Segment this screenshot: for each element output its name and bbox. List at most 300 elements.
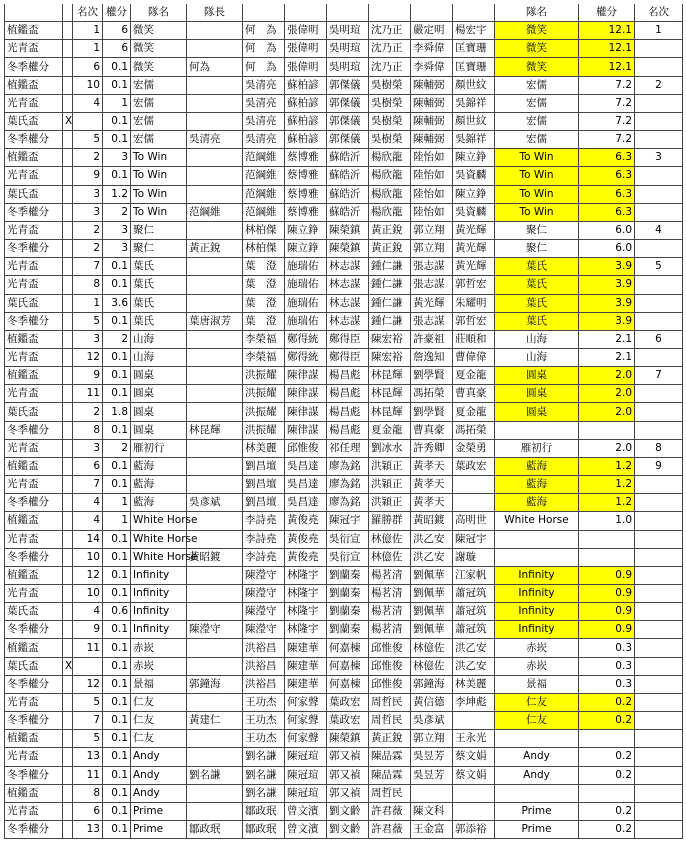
points-cell: 2 [103,439,131,457]
table-row [5,348,683,366]
member-cell: 蔡博雅 [285,149,327,167]
member-cell: 吳清亮 [243,94,285,112]
captain-cell [187,185,243,203]
team-cell: 仁友 [131,712,187,730]
member-cell: 黃光輝 [453,221,495,239]
result-points-cell: 0.9 [579,585,635,603]
member-cell: 林美麗 [243,439,285,457]
member-cell: 黃光輝 [453,240,495,258]
team-cell: 宏儒 [131,112,187,130]
result-team-cell: 圓桌 [495,385,579,403]
captain-cell: 林昆輝 [187,421,243,439]
table-row [5,639,683,657]
rank-cell [635,294,683,312]
member-cell: 陳律謀 [285,385,327,403]
absent-mark-cell [63,712,73,730]
member-cell: 林隆宇 [285,621,327,639]
result-points-cell: 2.0 [579,367,635,385]
cup-cell: 冬季權分 [5,766,63,784]
team-cell: Andy [131,766,187,784]
place-cell: 13 [73,821,103,839]
result-team-cell: Infinity [495,603,579,621]
team-cell: 圓桌 [131,421,187,439]
cup-cell: 葉氏盃 [5,603,63,621]
place-cell [73,657,103,675]
absent-mark-cell: X [63,112,73,130]
member-cell: 陳立錚 [285,240,327,258]
table-row [5,221,683,239]
member-cell: 蘇皓沂 [327,167,369,185]
member-cell: 陳輔弼 [411,131,453,149]
member-cell: 吳明瑄 [327,22,369,40]
points-cell: 3 [103,240,131,258]
points-cell: 1.8 [103,403,131,421]
place-cell: 5 [73,131,103,149]
result-points-cell: 12.1 [579,40,635,58]
table-row [5,112,683,130]
rank-cell [635,131,683,149]
result-team-cell: 葉氏 [495,276,579,294]
captain-cell [187,603,243,621]
result-points-cell: 0.2 [579,712,635,730]
member-cell: 葉 澄 [243,294,285,312]
member-cell: 陳輔弼 [411,112,453,130]
member-cell [453,784,495,802]
place-cell: 4 [73,94,103,112]
captain-cell [187,94,243,112]
result-team-cell [495,730,579,748]
absent-mark-cell [63,603,73,621]
member-cell: 吳昌達 [285,457,327,475]
result-team-cell: 赤崁 [495,657,579,675]
rank-cell [635,476,683,494]
result-points-cell: 0.3 [579,657,635,675]
member-cell: 施瑞佑 [285,312,327,330]
place-cell: 1 [73,22,103,40]
member-cell: 陳瀅守 [243,585,285,603]
place-cell: 10 [73,548,103,566]
points-cell: 1 [103,512,131,530]
absent-mark-cell: X [63,657,73,675]
rank-cell [635,94,683,112]
ranking-table [4,4,683,839]
member-cell: 黃俊堯 [285,530,327,548]
member-cell: 洪裕昌 [243,639,285,657]
result-team-cell [495,530,579,548]
member-cell: 王功杰 [243,693,285,711]
result-team-cell: 圓桌 [495,403,579,421]
table-row [5,22,683,40]
place-cell: 10 [73,76,103,94]
member-cell: 吳衍宣 [327,530,369,548]
member-cell: 洪裕昌 [243,675,285,693]
result-team-cell: 葉氏 [495,312,579,330]
captain-cell [187,476,243,494]
rank-cell [635,40,683,58]
team-cell: 聚仁 [131,240,187,258]
table-row [5,530,683,548]
result-points-cell: 3.9 [579,276,635,294]
table-row [5,58,683,76]
cup-cell: 植鑑盃 [5,730,63,748]
captain-cell [187,294,243,312]
member-cell: 楊欣龍 [369,167,411,185]
member-cell: 張偉明 [285,22,327,40]
member-cell: 蔡文娟 [453,766,495,784]
member-cell: 鍾仁謙 [369,258,411,276]
member-cell: 施瑞佑 [285,258,327,276]
captain-cell [187,258,243,276]
member-cell: 洪穎正 [369,494,411,512]
cup-cell: 植鑑盃 [5,512,63,530]
rank-cell [635,821,683,839]
member-cell: 張志謀 [411,312,453,330]
table-row [5,693,683,711]
header-team: 隊名 [131,4,187,22]
result-team-cell [495,421,579,439]
member-cell: 金榮勇 [453,439,495,457]
place-cell: 8 [73,276,103,294]
member-cell: 郭傑儀 [327,76,369,94]
member-cell: 蕭冠筑 [453,621,495,639]
result-team-cell: To Win [495,185,579,203]
cup-cell: 光青盃 [5,348,63,366]
member-cell: 葉政宏 [453,457,495,475]
member-cell: 楊茗清 [369,566,411,584]
result-team-cell: 宏儒 [495,131,579,149]
member-cell [453,712,495,730]
result-points-cell: 0.2 [579,748,635,766]
result-team-cell: 山海 [495,348,579,366]
result-points-cell: 7.2 [579,76,635,94]
points-cell: 0.1 [103,693,131,711]
member-cell: 何嘉棟 [327,639,369,657]
member-cell: 何 為 [243,22,285,40]
table-row [5,185,683,203]
member-cell: 匡寶珊 [453,58,495,76]
result-team-cell: To Win [495,149,579,167]
place-cell: 4 [73,603,103,621]
member-cell: 林志謀 [327,276,369,294]
rank-cell: 7 [635,367,683,385]
result-points-cell [579,530,635,548]
cup-cell: 冬季權分 [5,675,63,693]
absent-mark-cell [63,494,73,512]
header-result-team: 隊名 [495,4,579,22]
member-cell: 楊茗清 [369,585,411,603]
member-cell: 陳宏裕 [369,348,411,366]
result-points-cell: 0.2 [579,821,635,839]
member-cell: 鄭得臣 [327,330,369,348]
points-cell: 0.1 [103,566,131,584]
captain-cell [187,566,243,584]
points-cell: 0.1 [103,76,131,94]
member-cell: 李詩堯 [243,548,285,566]
member-cell: 施瑞佑 [285,294,327,312]
member-cell: 王金富 [411,821,453,839]
member-cell: 謝璇 [453,548,495,566]
table-row [5,421,683,439]
rank-cell: 2 [635,76,683,94]
table-row [5,476,683,494]
result-team-cell: 景福 [495,675,579,693]
team-cell: 葉氏 [131,294,187,312]
member-cell: 何嘉棟 [327,675,369,693]
member-cell: 楊欣龍 [369,203,411,221]
member-cell: 沈乃正 [369,58,411,76]
result-points-cell: 1.2 [579,494,635,512]
points-cell: 0.1 [103,730,131,748]
result-points-cell: 2.1 [579,330,635,348]
points-cell: 0.1 [103,639,131,657]
result-points-cell: 3.9 [579,258,635,276]
points-cell: 0.1 [103,348,131,366]
absent-mark-cell [63,512,73,530]
absent-mark-cell [63,621,73,639]
place-cell: 1 [73,294,103,312]
member-cell: 夏金龍 [369,421,411,439]
rank-cell [635,385,683,403]
member-cell: 吳昌達 [285,476,327,494]
member-cell: 嚴定明 [411,22,453,40]
absent-mark-cell [63,330,73,348]
member-cell: 鍾仁謙 [369,312,411,330]
captain-cell [187,385,243,403]
score-spreadsheet [4,4,682,839]
header-points: 權分 [103,4,131,22]
points-cell: 0.1 [103,385,131,403]
member-cell: 陳建華 [285,675,327,693]
place-cell: 12 [73,675,103,693]
absent-mark-cell [63,476,73,494]
captain-cell: 吳清亮 [187,131,243,149]
member-cell: 郭又禎 [327,766,369,784]
team-cell: To Win [131,185,187,203]
absent-mark-cell [63,403,73,421]
result-team-cell: 藍海 [495,457,579,475]
points-cell: 0.1 [103,585,131,603]
absent-mark-cell [63,312,73,330]
cup-cell: 光青盃 [5,221,63,239]
result-team-cell: 葉氏 [495,294,579,312]
member-cell: 吳清亮 [243,112,285,130]
member-cell: 楊欣龍 [369,185,411,203]
member-cell: 林隆宇 [285,603,327,621]
points-cell: 6 [103,40,131,58]
rank-cell [635,512,683,530]
absent-mark-cell [63,149,73,167]
table-row [5,748,683,766]
member-cell: 郭立翔 [411,730,453,748]
place-cell: 4 [73,512,103,530]
member-cell: 吳樹榮 [369,131,411,149]
place-cell: 5 [73,312,103,330]
cup-cell: 植鑑盃 [5,566,63,584]
cup-cell: 冬季權分 [5,240,63,258]
points-cell: 0.1 [103,748,131,766]
absent-mark-cell [63,367,73,385]
table-row [5,548,683,566]
member-cell: 吳資麟 [453,203,495,221]
member-cell: 劉佩華 [411,603,453,621]
captain-cell [187,730,243,748]
cup-cell: 植鑑盃 [5,330,63,348]
place-cell: 4 [73,494,103,512]
member-cell: 蔡博雅 [285,167,327,185]
place-cell: 11 [73,639,103,657]
table-row [5,167,683,185]
table-body [5,22,683,839]
team-cell: 仁友 [131,730,187,748]
cup-cell: 光青盃 [5,693,63,711]
member-cell: 詹逸知 [411,348,453,366]
member-cell: 陳輔弼 [411,76,453,94]
member-cell: 江家帆 [453,566,495,584]
place-cell [73,112,103,130]
team-cell: 葉氏 [131,312,187,330]
table-row [5,603,683,621]
member-cell: 楊昌彪 [327,403,369,421]
cup-cell: 光青盃 [5,748,63,766]
member-cell: 鄭得臣 [327,348,369,366]
member-cell: 施瑞佑 [285,276,327,294]
absent-mark-cell [63,439,73,457]
member-cell: 范綱維 [243,185,285,203]
points-cell: 0.1 [103,457,131,475]
member-cell: 陳立錚 [453,149,495,167]
member-cell: 林昆輝 [369,367,411,385]
member-cell: 陳品霖 [369,748,411,766]
place-cell: 1 [73,40,103,58]
points-cell: 0.1 [103,476,131,494]
cup-cell: 光青盃 [5,40,63,58]
team-cell: 圓桌 [131,385,187,403]
result-points-cell: 2.0 [579,385,635,403]
cup-cell: 植鑑盃 [5,784,63,802]
member-cell: 周哲民 [369,712,411,730]
points-cell: 0.1 [103,112,131,130]
member-cell: 顏世紋 [453,112,495,130]
result-points-cell: 1.0 [579,512,635,530]
absent-mark-cell [63,58,73,76]
team-cell: White Horse [131,548,187,566]
team-cell: 微笑 [131,40,187,58]
member-cell: 林志謀 [327,312,369,330]
member-cell: 何家聲 [285,730,327,748]
place-cell: 2 [73,240,103,258]
captain-cell [187,167,243,185]
captain-cell [187,76,243,94]
table-row [5,494,683,512]
place-cell: 2 [73,149,103,167]
place-cell: 7 [73,476,103,494]
captain-cell: 鄒政珉 [187,821,243,839]
table-row [5,457,683,475]
team-cell: 藍海 [131,457,187,475]
absent-mark-cell [63,385,73,403]
member-cell: 蘇皓沂 [327,185,369,203]
member-cell: 吳昱芳 [411,748,453,766]
place-cell: 14 [73,530,103,548]
points-cell: 0.1 [103,657,131,675]
captain-cell [187,802,243,820]
points-cell: 0.1 [103,421,131,439]
member-cell: 沈乃正 [369,40,411,58]
points-cell: 3.6 [103,294,131,312]
table-row [5,149,683,167]
team-cell: 葉氏 [131,258,187,276]
header-row [5,4,683,22]
member-cell: 楊茗清 [369,603,411,621]
member-cell: 劉昌壇 [243,457,285,475]
member-cell: 劉昌壇 [243,494,285,512]
points-cell: 0.1 [103,258,131,276]
captain-cell [187,348,243,366]
member-cell: 夏金龍 [453,403,495,421]
member-cell: 劉蘭秦 [327,621,369,639]
team-cell: Prime [131,821,187,839]
cup-cell: 冬季權分 [5,312,63,330]
result-points-cell: 0.2 [579,802,635,820]
result-points-cell: 6.3 [579,167,635,185]
member-cell: 蘇柏諺 [285,76,327,94]
member-cell: 鄭得統 [285,330,327,348]
member-cell: 吳樹榮 [369,76,411,94]
table-row [5,294,683,312]
cup-cell: 冬季權分 [5,421,63,439]
points-cell: 3 [103,221,131,239]
captain-cell [187,693,243,711]
result-points-cell: 7.2 [579,112,635,130]
team-cell: White Horse [131,512,187,530]
member-cell: 洪乙安 [453,657,495,675]
result-points-cell: 0.9 [579,621,635,639]
result-points-cell [579,784,635,802]
captain-cell: 何為 [187,58,243,76]
header-member [453,4,495,22]
points-cell: 0.6 [103,603,131,621]
member-cell [453,802,495,820]
cup-cell: 光青盃 [5,94,63,112]
member-cell: 楊昌彪 [327,385,369,403]
result-points-cell: 12.1 [579,58,635,76]
table-row [5,439,683,457]
cup-cell: 植鑑盃 [5,639,63,657]
rank-cell [635,603,683,621]
member-cell: 許豪祖 [411,330,453,348]
member-cell: 陳榮鎮 [327,221,369,239]
team-cell: Andy [131,748,187,766]
member-cell: 吳資麟 [453,167,495,185]
member-cell: 陳建華 [285,639,327,657]
points-cell: 0.1 [103,167,131,185]
rank-cell [635,585,683,603]
captain-cell [187,112,243,130]
member-cell: 楊昌彪 [327,421,369,439]
rank-cell: 3 [635,149,683,167]
result-points-cell: 2.0 [579,439,635,457]
rank-cell [635,748,683,766]
member-cell: 林隆宇 [285,585,327,603]
member-cell: 李坤彪 [453,693,495,711]
result-team-cell: 仁友 [495,693,579,711]
points-cell: 0.1 [103,675,131,693]
result-team-cell [495,548,579,566]
team-cell: 仁友 [131,693,187,711]
absent-mark-cell [63,258,73,276]
place-cell: 3 [73,439,103,457]
member-cell: 羅勝群 [369,512,411,530]
